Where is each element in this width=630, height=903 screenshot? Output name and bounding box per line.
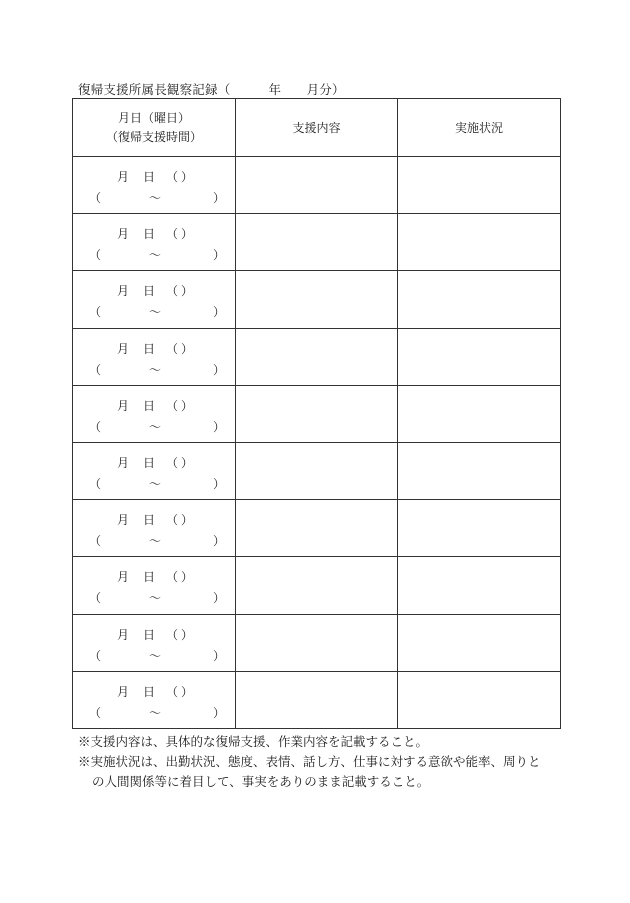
status-cell[interactable] bbox=[398, 671, 561, 728]
month-label: 月 bbox=[117, 627, 130, 642]
month-label: 月 bbox=[117, 170, 130, 184]
month-label: 月 bbox=[117, 227, 130, 242]
weekday-close-paren: ） bbox=[181, 398, 194, 413]
time-open-paren: （ bbox=[89, 419, 102, 434]
time-tilde: ～ bbox=[149, 248, 162, 263]
time-open-paren: （ bbox=[89, 591, 102, 606]
time-line bbox=[73, 189, 235, 205]
date-line bbox=[73, 626, 235, 642]
weekday-open-paren: （ bbox=[166, 455, 179, 470]
date-line bbox=[73, 683, 235, 699]
time-tilde: ～ bbox=[149, 705, 162, 720]
table-row bbox=[73, 557, 561, 614]
support-cell[interactable] bbox=[236, 328, 398, 385]
date-cell[interactable] bbox=[73, 328, 236, 385]
day-label: 日 bbox=[143, 684, 156, 699]
time-line bbox=[73, 475, 235, 491]
time-line bbox=[73, 361, 235, 377]
weekday-open-paren: （ bbox=[166, 284, 179, 299]
time-open-paren: （ bbox=[89, 248, 102, 263]
note-support: ※支援内容は、具体的な復帰支援、作業内容を記載すること。 bbox=[78, 734, 429, 749]
weekday-close-paren: ） bbox=[181, 284, 194, 299]
support-cell[interactable] bbox=[236, 385, 398, 442]
status-cell[interactable] bbox=[398, 614, 561, 671]
table-row bbox=[73, 442, 561, 499]
time-line bbox=[73, 303, 235, 319]
support-cell[interactable] bbox=[236, 214, 398, 271]
time-close-paren: ） bbox=[213, 476, 226, 491]
form-title: 復帰支援所属長観察記録（ 年 月分） bbox=[78, 82, 345, 97]
header-date bbox=[73, 99, 236, 157]
time-line bbox=[73, 589, 235, 605]
support-cell[interactable] bbox=[236, 557, 398, 614]
time-tilde: ～ bbox=[149, 305, 162, 320]
weekday-open-paren: （ bbox=[166, 398, 179, 413]
note-status: ※実施状況は、出勤状況、態度、表情、話し方、仕事に対する意欲や能率、周りと bbox=[78, 754, 541, 769]
note-status-continued: の人間関係等に着目して、事実をありのまま記載すること。 bbox=[92, 774, 430, 789]
support-cell[interactable] bbox=[236, 442, 398, 499]
date-cell[interactable] bbox=[73, 157, 236, 214]
header-status: 実施状況 bbox=[398, 99, 561, 157]
status-cell[interactable] bbox=[398, 214, 561, 271]
time-open-paren: （ bbox=[89, 534, 102, 549]
table-row bbox=[73, 614, 561, 671]
time-close-paren: ） bbox=[213, 705, 226, 720]
table-row bbox=[73, 271, 561, 328]
time-line bbox=[73, 647, 235, 663]
status-cell[interactable] bbox=[398, 385, 561, 442]
time-tilde: ～ bbox=[149, 648, 162, 663]
support-cell[interactable] bbox=[236, 671, 398, 728]
month-label: 月 bbox=[117, 455, 130, 470]
status-cell[interactable] bbox=[398, 557, 561, 614]
time-open-paren: （ bbox=[89, 476, 102, 491]
time-open-paren: （ bbox=[89, 191, 102, 205]
time-line bbox=[73, 246, 235, 262]
time-line bbox=[73, 704, 235, 720]
month-label: 月 bbox=[117, 570, 130, 585]
date-line bbox=[73, 511, 235, 527]
day-label: 日 bbox=[143, 627, 156, 642]
time-open-paren: （ bbox=[89, 305, 102, 320]
table-row bbox=[73, 214, 561, 271]
time-close-paren: ） bbox=[213, 648, 226, 663]
date-line bbox=[73, 568, 235, 584]
time-tilde: ～ bbox=[149, 419, 162, 434]
date-cell[interactable] bbox=[73, 500, 236, 557]
status-cell[interactable] bbox=[398, 442, 561, 499]
support-cell[interactable] bbox=[236, 157, 398, 214]
time-open-paren: （ bbox=[89, 648, 102, 663]
time-tilde: ～ bbox=[149, 362, 162, 377]
month-label: 月 bbox=[117, 398, 130, 413]
table-row bbox=[73, 385, 561, 442]
day-label: 日 bbox=[143, 170, 156, 184]
month-label: 月 bbox=[117, 513, 130, 528]
time-close-paren: ） bbox=[213, 191, 226, 205]
date-cell[interactable] bbox=[73, 614, 236, 671]
status-cell[interactable] bbox=[398, 157, 561, 214]
support-cell[interactable] bbox=[236, 271, 398, 328]
weekday-close-paren: ） bbox=[181, 170, 194, 184]
weekday-close-paren: ） bbox=[181, 513, 194, 528]
date-line bbox=[73, 168, 235, 184]
date-line bbox=[73, 282, 235, 298]
time-line bbox=[73, 418, 235, 434]
header-time-label: （復帰支援時間） bbox=[105, 129, 202, 144]
date-cell[interactable] bbox=[73, 671, 236, 728]
day-label: 日 bbox=[143, 455, 156, 470]
time-close-paren: ） bbox=[213, 248, 226, 263]
weekday-open-paren: （ bbox=[166, 627, 179, 642]
date-cell[interactable] bbox=[73, 385, 236, 442]
table-row bbox=[73, 671, 561, 728]
weekday-close-paren: ） bbox=[181, 684, 194, 699]
month-label: 月 bbox=[117, 684, 130, 699]
time-close-paren: ） bbox=[213, 534, 226, 549]
date-cell[interactable] bbox=[73, 214, 236, 271]
weekday-close-paren: ） bbox=[181, 627, 194, 642]
time-close-paren: ） bbox=[213, 419, 226, 434]
weekday-open-paren: （ bbox=[166, 684, 179, 699]
table-row bbox=[73, 157, 561, 214]
weekday-close-paren: ） bbox=[181, 341, 194, 356]
support-cell[interactable] bbox=[236, 614, 398, 671]
header-date-label: 月日（曜日） bbox=[117, 110, 190, 125]
weekday-close-paren: ） bbox=[181, 227, 194, 242]
date-line bbox=[73, 340, 235, 356]
time-close-paren: ） bbox=[213, 591, 226, 606]
weekday-open-paren: （ bbox=[166, 170, 179, 184]
weekday-open-paren: （ bbox=[166, 570, 179, 585]
time-tilde: ～ bbox=[149, 534, 162, 549]
day-label: 日 bbox=[143, 398, 156, 413]
date-cell[interactable] bbox=[73, 557, 236, 614]
weekday-close-paren: ） bbox=[181, 570, 194, 585]
weekday-open-paren: （ bbox=[166, 227, 179, 242]
table-row bbox=[73, 500, 561, 557]
date-line bbox=[73, 454, 235, 470]
status-cell[interactable] bbox=[398, 500, 561, 557]
table-row bbox=[73, 328, 561, 385]
day-label: 日 bbox=[143, 570, 156, 585]
time-tilde: ～ bbox=[149, 591, 162, 606]
time-tilde: ～ bbox=[149, 476, 162, 491]
day-label: 日 bbox=[143, 227, 156, 242]
date-cell[interactable] bbox=[73, 271, 236, 328]
day-label: 日 bbox=[143, 341, 156, 356]
date-cell[interactable] bbox=[73, 442, 236, 499]
date-line bbox=[73, 397, 235, 413]
date-line bbox=[73, 225, 235, 241]
day-label: 日 bbox=[143, 513, 156, 528]
status-cell[interactable] bbox=[398, 328, 561, 385]
month-label: 月 bbox=[117, 341, 130, 356]
header-support: 支援内容 bbox=[236, 99, 398, 157]
notes bbox=[78, 732, 578, 792]
time-close-paren: ） bbox=[213, 305, 226, 320]
weekday-open-paren: （ bbox=[166, 513, 179, 528]
time-close-paren: ） bbox=[213, 362, 226, 377]
weekday-close-paren: ） bbox=[181, 455, 194, 470]
time-open-paren: （ bbox=[89, 362, 102, 377]
time-open-paren: （ bbox=[89, 705, 102, 720]
status-cell[interactable] bbox=[398, 271, 561, 328]
weekday-open-paren: （ bbox=[166, 341, 179, 356]
support-cell[interactable] bbox=[236, 500, 398, 557]
day-label: 日 bbox=[143, 284, 156, 299]
time-tilde: ～ bbox=[149, 191, 162, 205]
observation-table bbox=[72, 98, 561, 729]
time-line bbox=[73, 532, 235, 548]
table-header-row bbox=[73, 99, 561, 157]
month-label: 月 bbox=[117, 284, 130, 299]
